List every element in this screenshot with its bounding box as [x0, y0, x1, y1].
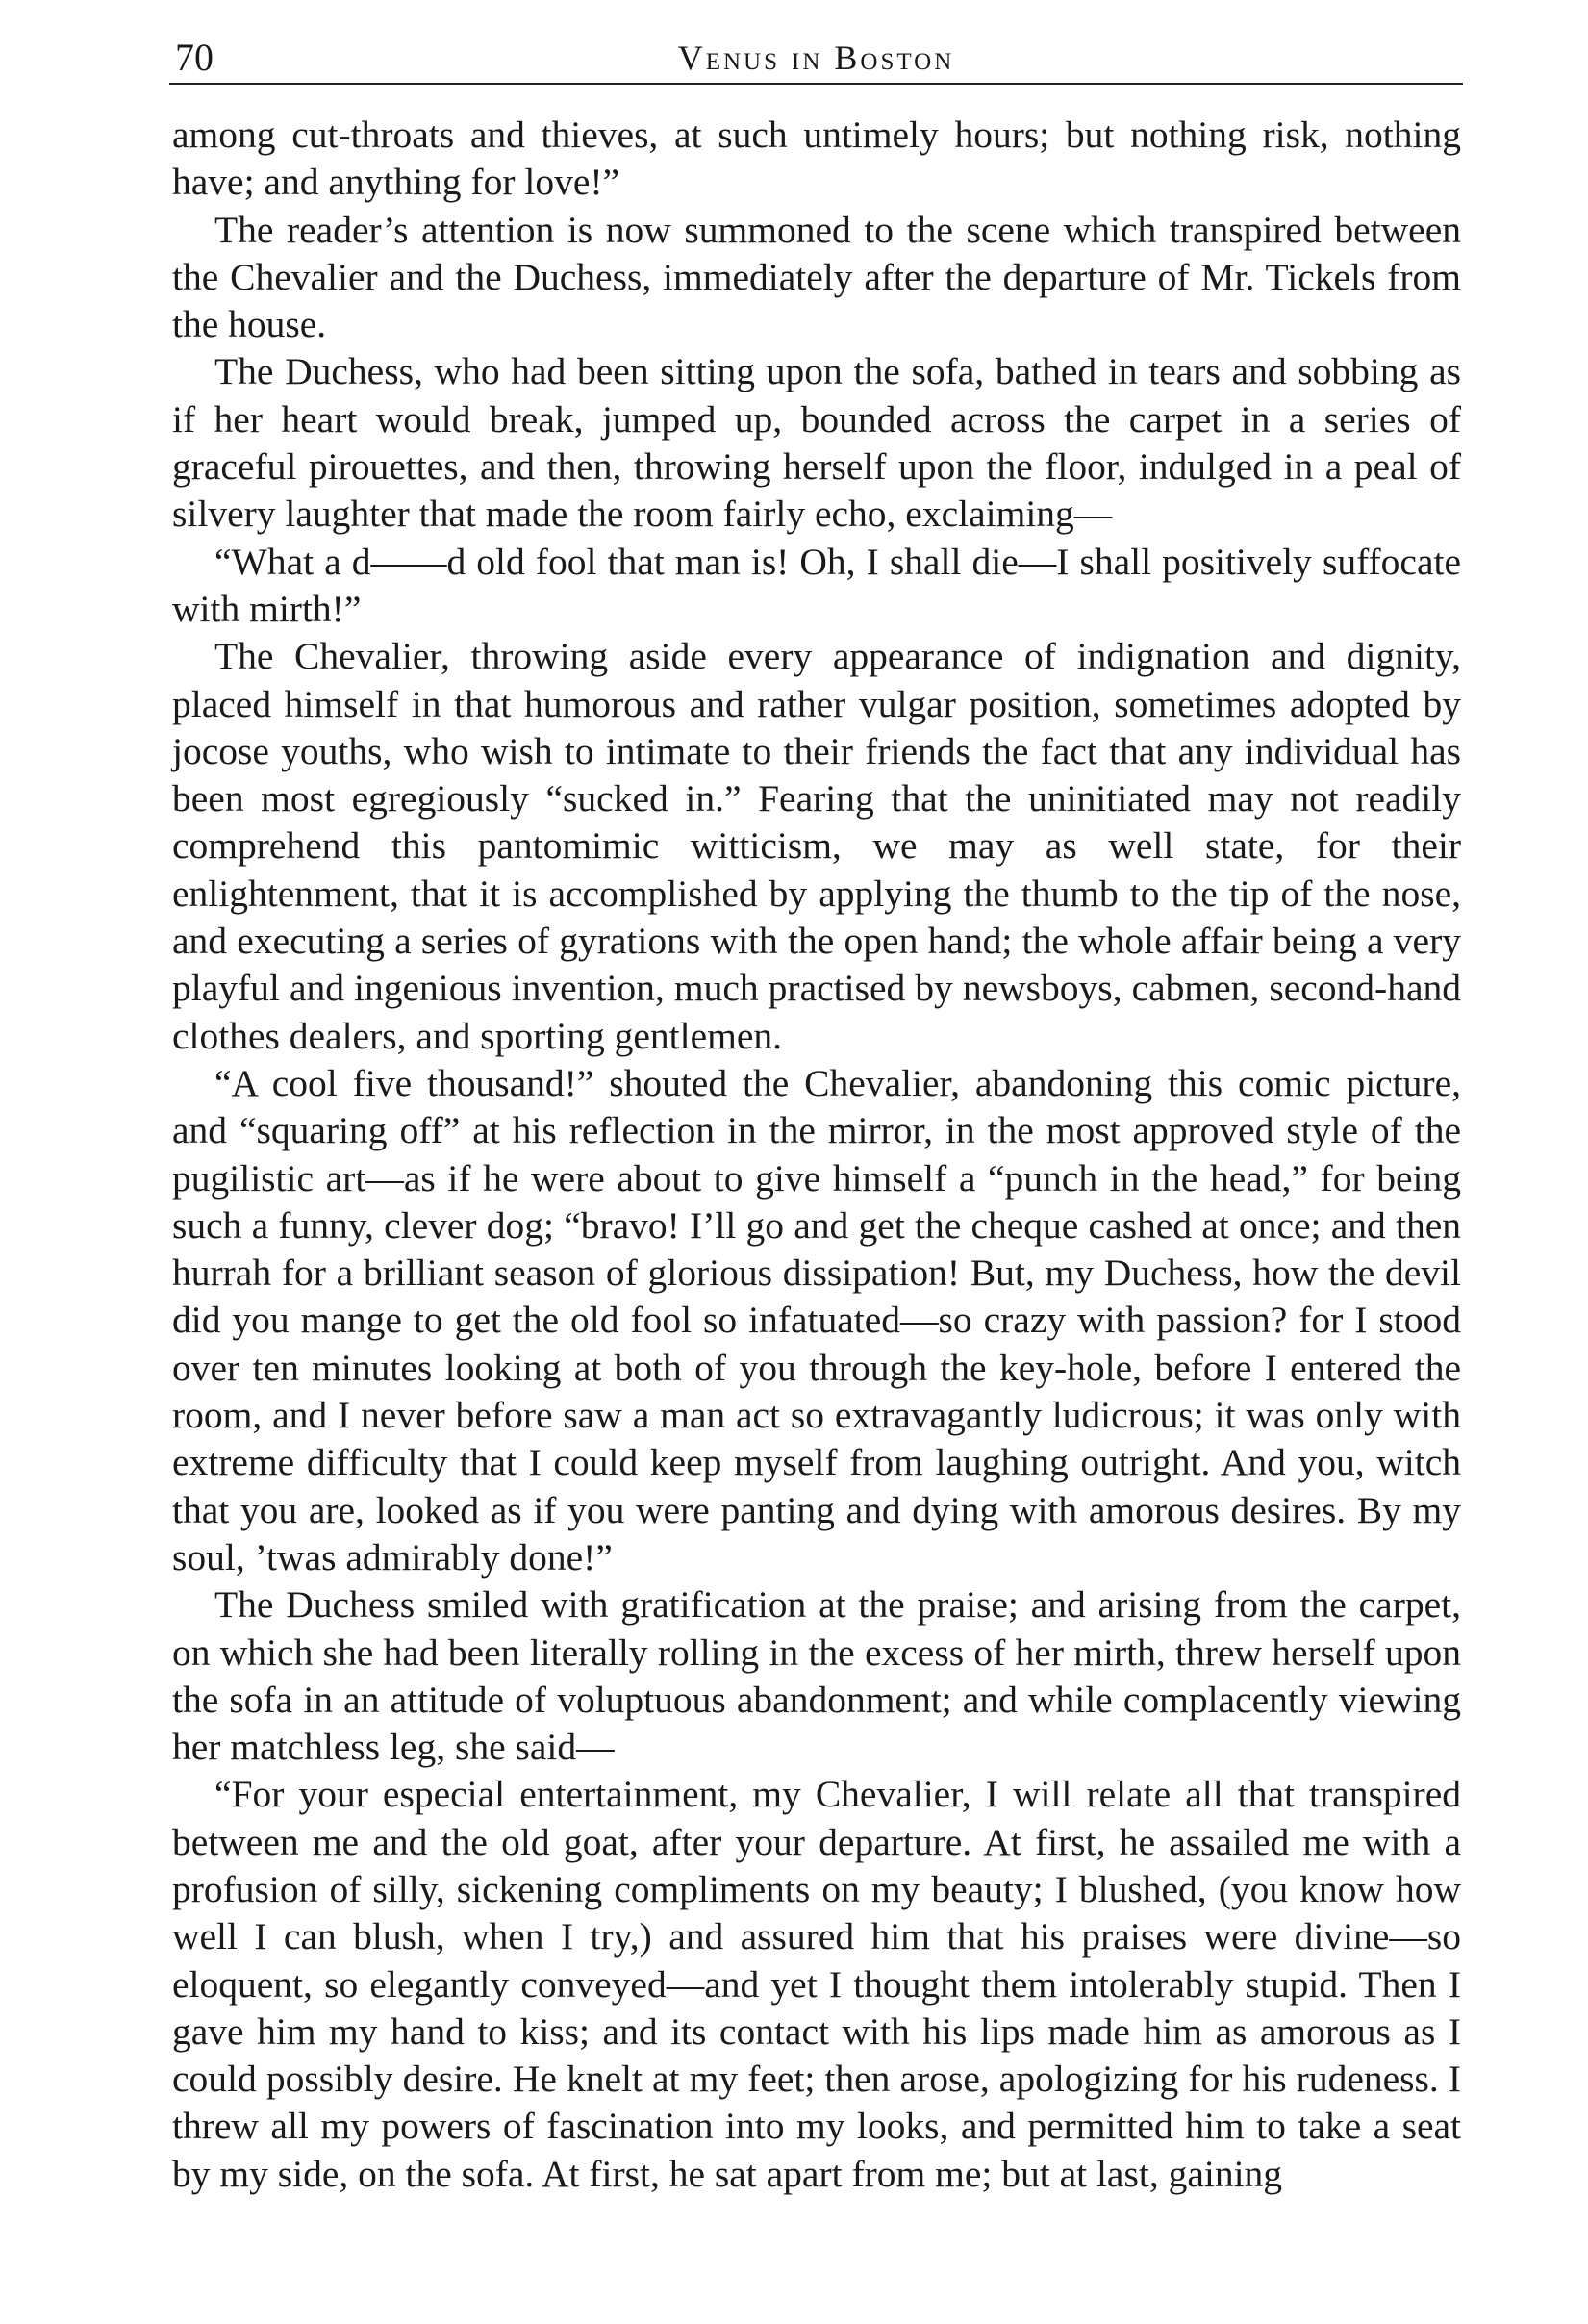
paragraph: “What a d——d old fool that man is! Oh, I shall die—I shall positively suffocate with mirth!” [172, 540, 1461, 630]
paragraph: The Duchess smiled with gratification at the praise; and arising from the carpet, on which she had been literally rolling in the excess of her mirth, threw herself upon the sofa in an attitude of voluptuous abandonment; and while complacently viewing her matchless leg, she said— [172, 1583, 1461, 1769]
page-number: 70 [175, 36, 214, 79]
paragraph: “For your especial entertainment, my Chevalier, I will relate all that transpired between me and the old goat, after your departure. At first, he assailed me with a profusion of silly, sickening compliments on my beauty; I blushed, (you know how well I can blush, when I try,) and assured him that his praises were divine—so eloquent, so elegantly conveyed—and yet I thought them intolerably stupid. Then I gave him my hand to kiss; and its contact with his lips made him as amorous as I could possibly desire. He knelt at my feet; then arose, apologizing for his rudeness. I threw all my powers of fascination into my looks, and permitted him to take a seat by my side, on the sofa. At first, he sat apart from me; but at last, gaining [172, 1773, 1461, 2195]
paragraph: The Chevalier, throwing aside every appearance of indignation and dignity, placed himself in that humorous and rather vulgar position, sometimes adopted by jocose youths, who wish to intimate to their friends the fact that any individual has been most egregiously “sucked in.” Fearing that the uninitiated may not readily comprehend this pantomimic witticism, we may as well state, for their enlightenment, that it is accomplished by applying the thumb to the tip of the nose, and executing a series of gyrations with the open hand; the whole affair being a very playful and ingenious invention, much practised by newsboys, cabmen, second-hand clothes dealers, and sporting gentlemen. [172, 635, 1461, 1057]
running-head [169, 33, 1463, 85]
paragraph: “A cool five thousand!” shouted the Chevalier, abandoning this comic picture, and “squaring off” at his reflection in the mirror, in the most approved style of the pugilistic art—as if he were about to give himself a “punch in the head,” for being such a funny, clever dog; “bravo! I’ll go and get the cheque cashed at once; and then hurrah for a brilliant season of glorious dissipation! But, my Duchess, how the devil did you mange to get the old fool so infatuated—so crazy with passion? for I stood over ten minutes looking at both of you through the key-hole, before I entered the room, and I never before saw a man act so extravagantly ludicrous; it was only with extreme difficulty that I could keep myself from laughing outright. And you, witch that you are, looked as if you were panting and dying with amorous desires. By my soul, ’twas admirably done!” [172, 1061, 1461, 1579]
paragraph: The reader’s attention is now summoned to the scene which transpired between the Chevalier and the Duchess, immediately after the departure of Mr. Tickels from the house. [172, 208, 1461, 346]
body-text [172, 112, 1461, 2198]
paragraph: among cut-throats and thieves, at such untimely hours; but nothing risk, nothing have; and anything for love!” [172, 114, 1461, 204]
paragraph: The Duchess, who had been sitting upon the sofa, bathed in tears and sobbing as if her heart would break, jumped up, bounded across the carpet in a series of graceful pirouettes, and then, throwing herself upon the floor, indulged in a peal of silvery laughter that made the room fairly echo, exclaiming— [172, 350, 1461, 536]
running-title: Venus in Boston [677, 38, 955, 77]
